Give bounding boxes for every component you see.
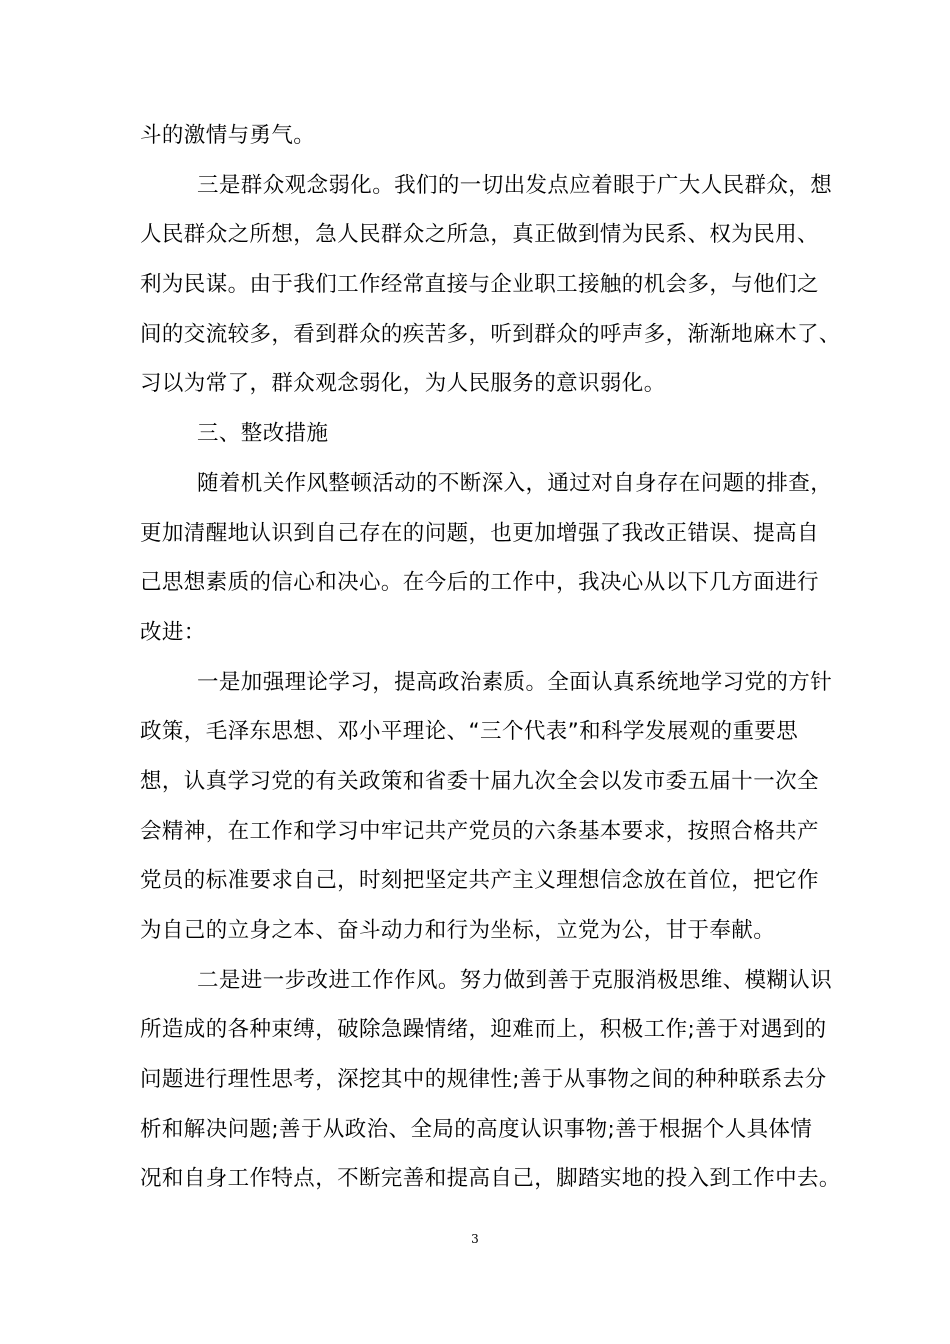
text-line: 问题进行理性思考，深挖其中的规律性;善于从事物之间的种种联系去分	[140, 1067, 827, 1093]
text-line: 会精神，在工作和学习中牢记共产党员的六条基本要求，按照合格共产	[140, 818, 819, 844]
text-line: 一是加强理论学习，提高政治素质。全面认真系统地学习党的方针	[197, 669, 833, 695]
text-line: 间的交流较多，看到群众的疾苦多，听到群众的呼声多，渐渐地麻木了、	[140, 321, 841, 347]
text-line: 所造成的各种束缚，破除急躁情绪，迎难而上，积极工作;善于对遇到的	[140, 1017, 827, 1043]
document-body	[140, 111, 841, 1204]
text-line: 更加清醒地认识到自己存在的问题，也更加增强了我改正错误、提高自	[140, 520, 819, 546]
text-line: 习以为常了，群众观念弱化，为人民服务的意识弱化。	[140, 371, 666, 397]
text-line: 析和解决问题;善于从政治、全局的高度认识事物;善于根据个人具体情	[140, 1116, 813, 1142]
text-line: 人民群众之所想，急人民群众之所急，真正做到情为民系、权为民用、	[140, 222, 819, 248]
text-line: 党员的标准要求自己，时刻把坚定共产主义理想信念放在首位，把它作	[140, 868, 819, 894]
text-line: 况和自身工作特点，不断完善和提高自己，脚踏实地的投入到工作中去。	[140, 1166, 841, 1192]
text-line: 二是进一步改进工作作风。努力做到善于克服消极思维、模糊认识	[197, 967, 833, 993]
text-line: 斗的激情与勇气。	[140, 123, 316, 148]
text-line: 己思想素质的信心和决心。在今后的工作中，我决心从以下几方面进行	[140, 570, 819, 596]
text-line: 利为民谋。由于我们工作经常直接与企业职工接触的机会多，与他们之	[140, 272, 819, 298]
text-line: 三、整改措施	[197, 421, 329, 447]
text-line: 想，认真学习党的有关政策和省委十届九次全会以发市委五届十一次全	[140, 768, 819, 794]
page-number: 3	[471, 1232, 479, 1246]
text-line: 三是群众观念弱化。我们的一切出发点应着眼于广大人民群众，想	[197, 172, 833, 198]
text-line: 改进：	[140, 619, 206, 645]
text-line: 为自己的立身之本、奋斗动力和行为坐标，立党为公，甘于奉献。	[140, 918, 776, 943]
text-line: 政策，毛泽东思想、邓小平理论、“三个代表”和科学发展观的重要思	[140, 719, 799, 745]
text-line: 随着机关作风整顿活动的不断深入，通过对自身存在问题的排查，	[197, 470, 833, 496]
